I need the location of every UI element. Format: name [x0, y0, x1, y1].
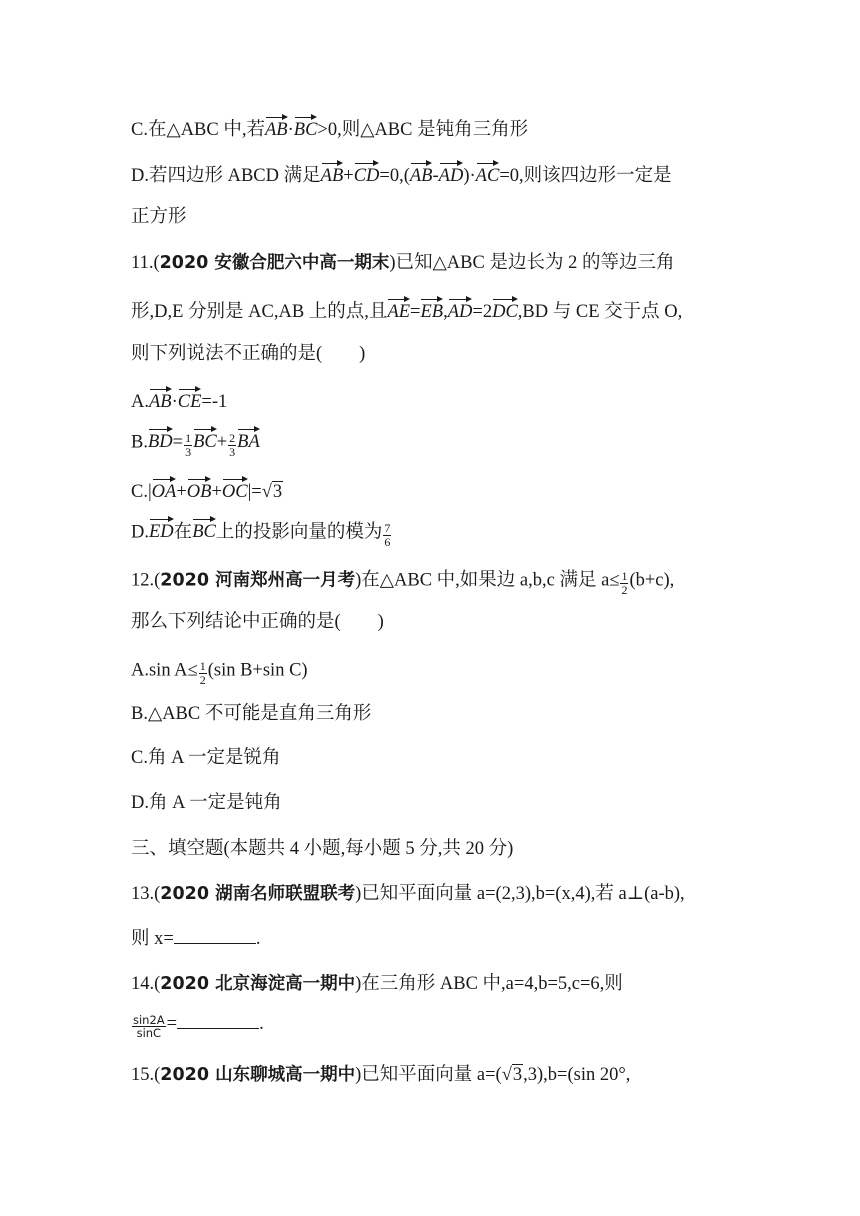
question-source: 2020 安徽合肥六中高一期末	[159, 253, 390, 273]
answer-blank[interactable]	[177, 1028, 259, 1029]
radicand: 3	[512, 1065, 523, 1085]
q12-option-c: C.角 A 一定是锐角	[131, 748, 281, 768]
numerator: 1	[185, 431, 192, 445]
text: =	[166, 1013, 178, 1034]
vector-ba: BA	[237, 432, 260, 453]
dot-operator: ·	[287, 120, 294, 140]
text: )在三角形 ABC 中,a=4,b=5,c=6,则	[355, 974, 623, 994]
vector-eb: EB	[420, 302, 444, 322]
q14-stem-line1	[131, 975, 623, 994]
text: -	[432, 166, 439, 186]
vector-oc: OC	[221, 482, 248, 502]
denominator: 3	[229, 444, 236, 459]
fraction	[228, 432, 236, 458]
fraction	[199, 660, 207, 686]
text: )在△ABC 中,如果边 a,b,c 满足 a≤	[355, 570, 620, 591]
question-source: 2020 北京海淀高一期中	[160, 974, 356, 994]
section-title: 三、填空题(本题共 4 小题,每小题 5 分,共 20 分)	[131, 839, 514, 859]
vector-ce: CE	[177, 392, 202, 412]
text: C.|	[131, 482, 152, 502]
denominator: sinC	[136, 1026, 162, 1041]
text: ,	[443, 302, 448, 322]
q10-option-d	[131, 164, 672, 186]
text: |=	[247, 482, 262, 502]
text: D.	[131, 522, 149, 543]
square-root	[502, 1066, 523, 1085]
q11-stem-line3: 则下列说法不正确的是( )	[131, 344, 366, 364]
vector-ab: AB	[320, 166, 344, 186]
text: B.	[131, 432, 148, 453]
denominator: 6	[384, 534, 391, 549]
text: A.sin A≤	[131, 660, 198, 681]
text: (b+c),	[629, 570, 675, 591]
vector-bc: BC	[193, 432, 217, 453]
question-source: 2020 河南郑州高一月考	[160, 570, 356, 591]
text: =0,则该四边形一定是	[499, 166, 672, 186]
radical-sign: √	[501, 1065, 512, 1085]
section-heading-fill-in	[131, 840, 513, 859]
vector-dc: DC	[492, 302, 518, 322]
dot-operator: ·	[469, 166, 476, 186]
vector-oa: OA	[151, 482, 177, 502]
q12-option-a	[131, 658, 308, 687]
numerator: 2	[229, 431, 236, 445]
text: >0,则△ABC 是钝角三角形	[317, 120, 529, 140]
vector-bc: BC	[293, 120, 318, 140]
text: +	[343, 166, 354, 186]
fraction	[132, 1014, 166, 1039]
q11-option-b	[131, 430, 260, 459]
q11-option-d	[131, 520, 392, 549]
vector-bc: BC	[192, 522, 216, 543]
text: =2	[472, 302, 493, 322]
denominator: 2	[199, 672, 206, 687]
answer-blank[interactable]	[174, 943, 256, 944]
question-number: 14.(	[131, 974, 161, 994]
text: )已知平面向量 a=(	[355, 1065, 502, 1085]
vector-ed: ED	[149, 522, 174, 543]
text: +	[211, 482, 222, 502]
question-number: 15.(	[131, 1065, 161, 1085]
q10-option-c	[131, 118, 528, 140]
text: 则 x=	[131, 929, 174, 949]
vector-ad: AD	[438, 166, 464, 186]
text: =-1	[201, 392, 228, 412]
numerator: 1	[199, 659, 206, 673]
vector-ad: AD	[447, 302, 473, 322]
vector-ac: AC	[475, 166, 500, 186]
q13-stem-line1	[131, 885, 685, 904]
q11-option-a	[131, 390, 227, 412]
denominator: 2	[621, 582, 628, 597]
text: D.若四边形 ABCD 满足	[131, 166, 321, 186]
square-root	[262, 483, 283, 502]
vector-ab: AB	[264, 120, 288, 140]
vector-ae: AE	[387, 302, 411, 322]
question-number: 11.(	[131, 253, 160, 273]
text: =	[172, 432, 184, 453]
text: 上的投影向量的模为	[215, 522, 383, 543]
question-number: 13.(	[131, 884, 161, 904]
q12-option-d: D.角 A 一定是钝角	[131, 793, 282, 813]
vector-ab: AB	[409, 166, 433, 186]
q12-stem-line2: 那么下列结论中正确的是( )	[131, 612, 384, 632]
radicand: 3	[272, 482, 283, 502]
text: .	[259, 1013, 264, 1034]
q11-stem-line1	[131, 254, 674, 273]
text: )已知△ABC 是边长为 2 的等边三角	[389, 253, 675, 273]
text: )已知平面向量 a=(2,3),b=(x,4),若 a⊥(a-b),	[355, 884, 685, 904]
q12-stem-line1	[131, 568, 675, 597]
text: +	[216, 432, 228, 453]
text: (sin B+sin C)	[207, 660, 308, 681]
text: 形,D,E 分别是 AC,AB 上的点,且	[131, 302, 388, 322]
q11-stem-line2	[131, 300, 682, 322]
numerator: 1	[621, 569, 628, 583]
vector-ob: OB	[186, 482, 212, 502]
text: 在	[173, 522, 193, 543]
q10-option-d-continued: 正方形	[131, 207, 187, 227]
numerator: 7	[384, 521, 391, 535]
text: .	[255, 929, 261, 949]
numerator: sin2A	[133, 1013, 165, 1027]
q11-option-c	[131, 480, 283, 502]
q15-stem-line1	[131, 1066, 630, 1085]
text: )	[463, 166, 470, 186]
fraction	[383, 522, 391, 548]
text: A.	[131, 392, 149, 412]
question-number: 12.(	[131, 570, 161, 591]
vector-cd: CD	[353, 166, 380, 186]
dot-operator: ·	[171, 392, 178, 412]
text: C.在△ABC 中,若	[131, 120, 265, 140]
question-source: 2020 山东聊城高一期中	[160, 1065, 356, 1085]
text: =0,(	[379, 166, 410, 186]
radical-sign: √	[261, 482, 272, 502]
vector-ab: AB	[149, 392, 172, 412]
fraction	[620, 570, 628, 596]
denominator: 3	[185, 444, 192, 459]
text: ,3),b=(sin 20°,	[523, 1065, 631, 1085]
vector-bd: BD	[147, 432, 173, 453]
text: +	[176, 482, 187, 502]
q14-stem-line2	[131, 1012, 264, 1041]
q13-stem-line2	[131, 930, 260, 949]
text: ,BD 与 CE 交于点 O,	[517, 302, 683, 322]
q12-option-b: B.△ABC 不可能是直角三角形	[131, 704, 372, 724]
fraction	[184, 432, 192, 458]
question-source: 2020 湖南名师联盟联考	[160, 884, 356, 904]
text: =	[410, 302, 421, 322]
